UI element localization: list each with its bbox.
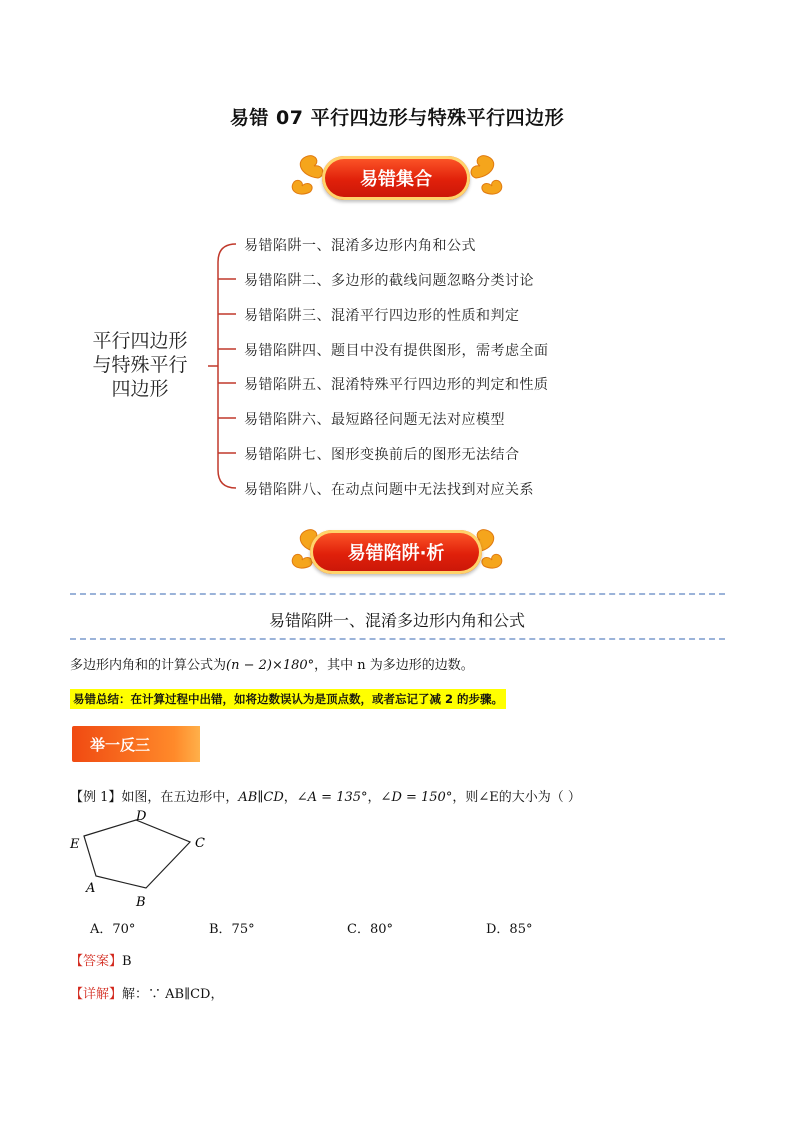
- separator: ，: [283, 790, 297, 805]
- formula-prefix: 多边形内角和的计算公式为: [70, 658, 227, 673]
- practice-tag-label: 举一反三: [90, 735, 151, 754]
- detail-label: 【详解】: [70, 987, 123, 1002]
- option-d: D．85°: [486, 922, 533, 937]
- vertex-label: E: [70, 837, 80, 852]
- answer-value: B: [122, 954, 132, 969]
- banner-label: 易错集合: [322, 156, 470, 200]
- pentagon-figure: [60, 806, 230, 910]
- example-label: 【例 1】: [70, 790, 122, 805]
- section-title: 易错陷阱一、混淆多边形内角和公式: [268, 611, 525, 630]
- practice-tag: [72, 726, 200, 762]
- option-c: C．80°: [347, 922, 393, 937]
- vertex-label: D: [136, 809, 147, 824]
- mindmap-root-line: 与特殊平行: [92, 354, 188, 376]
- option-a: A．70°: [90, 922, 136, 937]
- mindmap-item: 易错陷阱五、混淆特殊平行四边形的判定和性质: [244, 377, 549, 393]
- separator: ，: [367, 790, 381, 805]
- vertex-label: A: [86, 881, 96, 896]
- condition-parallel: AB∥CD: [238, 790, 284, 805]
- formula: (n − 2)×180°: [226, 658, 315, 673]
- detail-text: 解：∵ AB∥CD，: [122, 987, 224, 1002]
- mindmap-root-line: 平行四边形: [92, 330, 188, 352]
- banner-label: 易错陷阱·析: [310, 530, 482, 574]
- mindmap-root: [72, 329, 208, 401]
- vertex-label: C: [195, 836, 205, 851]
- section-banner-analysis: [0, 520, 794, 584]
- example-text: 如图，在五边形中，: [121, 790, 239, 805]
- pentagon-shape: [84, 820, 190, 888]
- mindmap-item: 易错陷阱四、题目中没有提供图形，需考虑全面: [244, 343, 549, 359]
- answer-label: 【答案】: [70, 954, 123, 969]
- mindmap-item: 易错陷阱二、多边形的截线问题忽略分类讨论: [244, 273, 534, 289]
- vertex-label: B: [136, 895, 146, 910]
- mindmap-item: 易错陷阱一、混淆多边形内角和公式: [244, 238, 476, 254]
- answer-line: [70, 950, 132, 969]
- mindmap-item: 易错陷阱八、在动点问题中无法找到对应关系: [244, 482, 534, 498]
- divider: [70, 638, 725, 640]
- condition-angle-a: ∠A = 135°: [296, 790, 368, 805]
- page-title: 易错 07 平行四边形与特殊平行四边形: [229, 107, 565, 129]
- formula-suffix: ，其中 n 为多边形的边数。: [314, 658, 474, 673]
- condition-angle-d: ∠D = 150°: [380, 790, 453, 805]
- formula-paragraph: [70, 654, 474, 673]
- mindmap-item: 易错陷阱七、图形变换前后的图形无法结合: [244, 447, 520, 463]
- mindmap-item: 易错陷阱三、混淆平行四边形的性质和判定: [244, 308, 520, 324]
- mistake-summary-highlight: 易错总结：在计算过程中出错，如将边数误认为是顶点数，或者忘记了减 2 的步骤。: [70, 689, 506, 709]
- example-text-end: ，则∠E的大小为（ ）: [452, 790, 581, 805]
- detail-line: [70, 983, 223, 1002]
- example-question: [70, 786, 581, 805]
- mindmap-item: 易错陷阱六、最短路径问题无法对应模型: [244, 412, 505, 428]
- divider: [70, 593, 725, 595]
- mindmap-root-line: 四边形: [111, 378, 169, 400]
- option-b: B．75°: [209, 922, 255, 937]
